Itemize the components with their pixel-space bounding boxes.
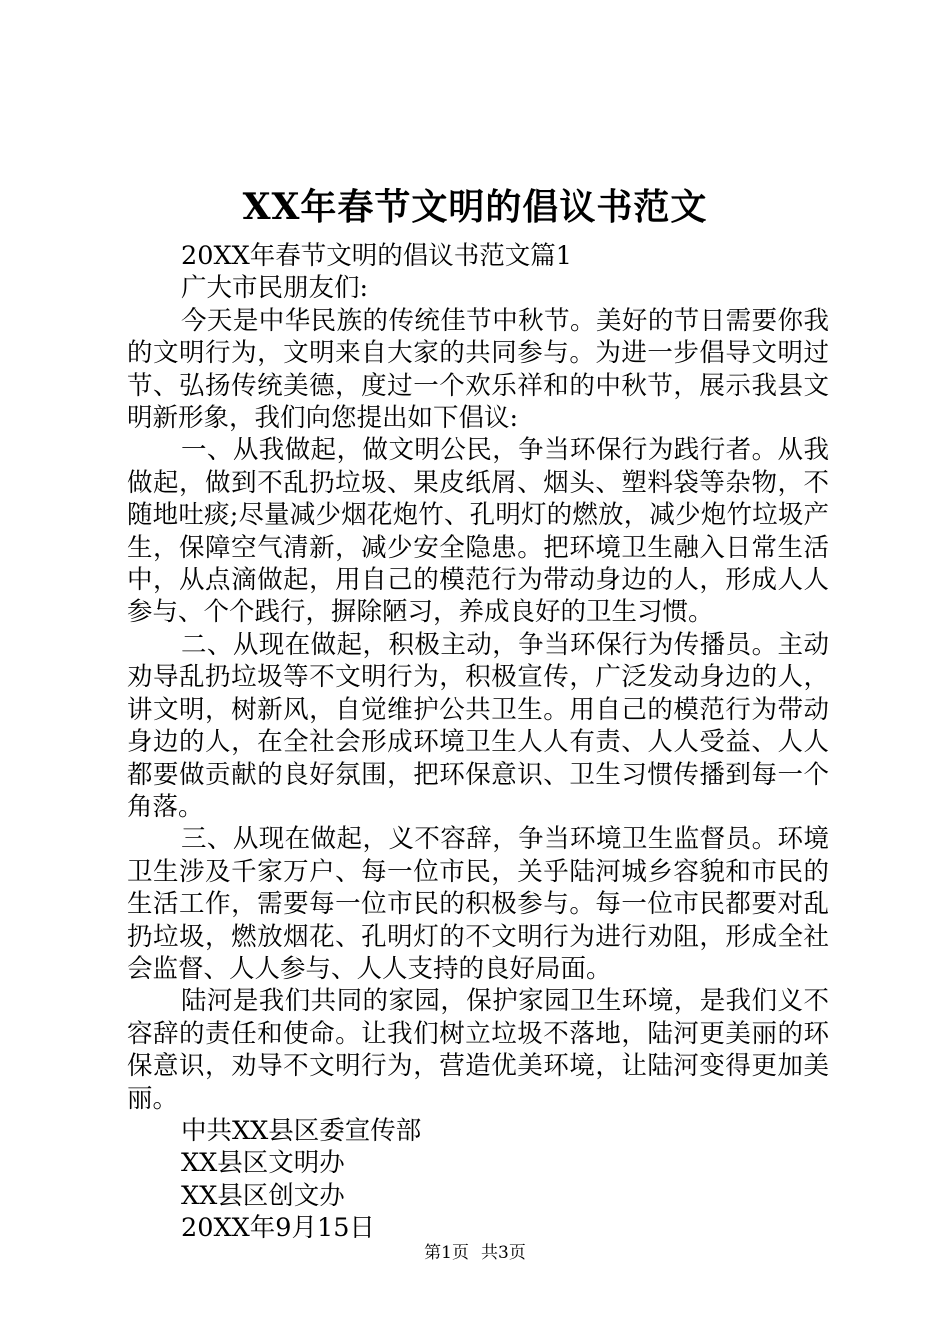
page-footer <box>0 1240 950 1266</box>
signature-date: 20XX年9月15日 <box>181 1213 375 1244</box>
signature-propaganda-dept: 中共XX县区委宣传部 <box>181 1115 422 1146</box>
paragraph-proposal-2: 二、从现在做起，积极主动，争当环保行为传播员。主动劝导乱扔垃圾等不文明行为，积极宣传，广泛发动身边的人，讲文明，树新风，自觉维护公共卫生。用自己的模范行为带动身边的人，在全社会形成环境卫生人人有责、人人受益、人人都要做贡献的良好氛围，把环保意识、卫生习惯传播到每一个角落。 <box>127 629 829 822</box>
document-subtitle: 20XX年春节文明的倡议书范文篇1 <box>181 241 572 271</box>
document-title: XX年春节文明的倡议书范文 <box>242 186 708 228</box>
paragraph-intro: 今天是中华民族的传统佳节中秋节。美好的节日需要你我的文明行为，文明来自大家的共同参与。为进一步倡导文明过节、弘扬传统美德，度过一个欢乐祥和的中秋节，展示我县文明新形象，我们向您提出如下倡议: <box>127 305 829 434</box>
signature-civilization-office: XX县区文明办 <box>181 1148 345 1179</box>
signature-creation-office: XX县区创文办 <box>181 1180 345 1211</box>
paragraph-proposal-3: 三、从现在做起，义不容辞，争当环境卫生监督员。环境卫生涉及千家万户、每一位市民，关乎陆河城乡容貌和市民的生活工作，需要每一位市民的积极参与。每一位市民都要对乱扔垃圾，燃放烟花、孔明灯的不文明行为进行劝阻，形成全社会监督、人人参与、人人支持的良好局面。 <box>127 824 829 984</box>
paragraph-closing: 陆河是我们共同的家园，保护家园卫生环境，是我们义不容辞的责任和使命。让我们树立垃圾不落地，陆河更美丽的环保意识，劝导不文明行为，营造优美环境，让陆河变得更加美丽。 <box>127 986 829 1114</box>
document-body <box>127 240 829 1245</box>
page-number: 第1页 <box>424 1243 469 1263</box>
salutation: 广大市民朋友们: <box>181 273 369 304</box>
paragraph-proposal-1: 一、从我做起，做文明公民，争当环保行为践行者。从我做起，做到不乱扔垃圾、果皮纸屑、烟头、塑料袋等杂物，不随地吐痰;尽量减少烟花炮竹、孔明灯的燃放，减少炮竹垃圾产生，保障空气清新，减少安全隐患。把环境卫生融入日常生活中，从点滴做起，用自己的模范行为带动身边的人，形成人人参与、个个践行，摒除陋习，养成良好的卫生习惯。 <box>127 435 829 628</box>
page-total: 共3页 <box>481 1243 526 1263</box>
